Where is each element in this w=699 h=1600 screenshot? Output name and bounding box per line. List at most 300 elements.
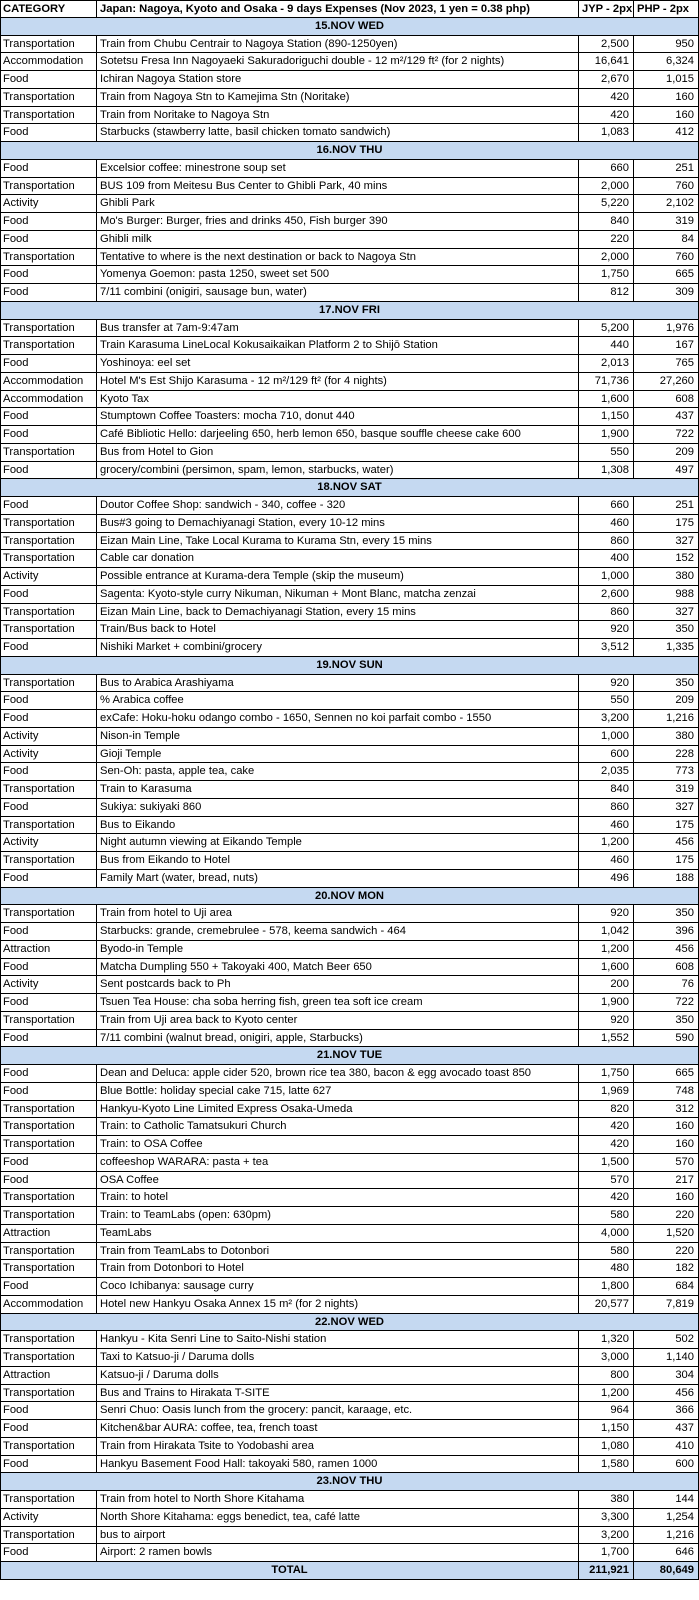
expense-php[interactable]: 2,102 bbox=[666, 197, 694, 210]
expense-category[interactable]: Transportation bbox=[1, 178, 97, 195]
expense-category[interactable]: Food bbox=[1, 1030, 97, 1047]
expense-category[interactable]: Accommodation bbox=[1, 373, 97, 390]
expense-category[interactable]: Transportation bbox=[1, 1331, 97, 1348]
expense-description[interactable]: bus to airport bbox=[97, 1527, 579, 1544]
expense-description[interactable]: Blue Bottle: holiday special cake 715, latte 627 bbox=[97, 1083, 579, 1100]
expense-php[interactable]: 1,520 bbox=[666, 1226, 694, 1239]
expense-jpy[interactable]: 4,000 bbox=[579, 1225, 634, 1242]
expense-jpy[interactable]: 840 bbox=[579, 213, 634, 230]
expense-category[interactable]: Transportation bbox=[1, 1012, 97, 1029]
expense-php[interactable]: 760 bbox=[675, 179, 694, 192]
expense-jpy[interactable]: 420 bbox=[579, 1189, 634, 1206]
expense-jpy[interactable]: 2,000 bbox=[579, 249, 634, 266]
expense-category[interactable]: Food bbox=[1, 213, 97, 230]
expense-category[interactable]: Transportation bbox=[1, 675, 97, 692]
expense-php[interactable]: 7,819 bbox=[666, 1297, 694, 1310]
expense-description[interactable]: Bus from Hotel to Gion bbox=[97, 444, 579, 461]
expense-description[interactable]: Yoshinoya: eel set bbox=[97, 355, 579, 372]
expense-php[interactable]: 228 bbox=[675, 747, 694, 760]
expense-category[interactable]: Food bbox=[1, 1065, 97, 1082]
expense-php[interactable]: 327 bbox=[675, 800, 694, 813]
expense-jpy[interactable]: 440 bbox=[579, 337, 634, 354]
expense-description[interactable]: Nison-in Temple bbox=[97, 728, 579, 745]
expense-php[interactable]: 570 bbox=[675, 1155, 694, 1168]
expense-jpy[interactable]: 2,013 bbox=[579, 355, 634, 372]
expense-description[interactable]: Night autumn viewing at Eikando Temple bbox=[97, 834, 579, 851]
expense-description[interactable]: Eizan Main Line, back to Demachiyanagi Station, every 15 mins bbox=[97, 604, 579, 621]
expense-description[interactable]: 7/11 combini (walnut bread, onigiri, apple, Starbucks) bbox=[97, 1030, 579, 1047]
expense-jpy[interactable]: 3,000 bbox=[579, 1349, 634, 1366]
expense-jpy[interactable]: 800 bbox=[579, 1367, 634, 1384]
expense-category[interactable]: Activity bbox=[1, 1509, 97, 1526]
expense-php[interactable]: 722 bbox=[675, 428, 694, 440]
expense-category[interactable]: Transportation bbox=[1, 1385, 97, 1402]
expense-category[interactable]: Transportation bbox=[1, 249, 97, 266]
expense-description[interactable]: Hankyu-Kyoto Line Limited Express Osaka-Umeda bbox=[97, 1101, 579, 1118]
expense-jpy[interactable]: 1,080 bbox=[579, 1438, 634, 1455]
expense-description[interactable]: Dean and Deluca: apple cider 520, brown rice tea 380, bacon & egg avocado toast 850 bbox=[97, 1065, 579, 1082]
expense-description[interactable]: Ghibli milk bbox=[97, 231, 579, 248]
expense-jpy[interactable]: 1,042 bbox=[579, 923, 634, 940]
expense-php[interactable]: 748 bbox=[675, 1084, 694, 1097]
expense-php[interactable]: 152 bbox=[675, 552, 694, 565]
expense-category[interactable]: Transportation bbox=[1, 817, 97, 834]
expense-category[interactable]: Food bbox=[1, 710, 97, 727]
expense-php[interactable]: 396 bbox=[675, 925, 694, 937]
expense-category[interactable]: Food bbox=[1, 1544, 97, 1561]
expense-category[interactable]: Transportation bbox=[1, 533, 97, 550]
header-category[interactable]: CATEGORY bbox=[1, 1, 97, 17]
expense-php[interactable]: 456 bbox=[675, 1386, 694, 1399]
expense-description[interactable]: Taxi to Katsuo-ji / Daruma dolls bbox=[97, 1349, 579, 1366]
expense-php[interactable]: 27,260 bbox=[659, 374, 694, 387]
expense-php[interactable]: 760 bbox=[675, 250, 694, 263]
day-label[interactable]: 18.NOV SAT bbox=[317, 481, 382, 494]
expense-jpy[interactable]: 660 bbox=[579, 160, 634, 177]
expense-category[interactable]: Food bbox=[1, 639, 97, 656]
expense-jpy[interactable]: 3,300 bbox=[579, 1509, 634, 1526]
expense-category[interactable]: Transportation bbox=[1, 852, 97, 869]
expense-jpy[interactable]: 220 bbox=[579, 231, 634, 248]
expense-jpy[interactable]: 1,552 bbox=[579, 1030, 634, 1047]
expense-category[interactable]: Attraction bbox=[1, 941, 97, 958]
expense-category[interactable]: Transportation bbox=[1, 1491, 97, 1508]
day-label[interactable]: 21.NOV TUE bbox=[316, 1049, 383, 1062]
day-label[interactable]: 19.NOV SUN bbox=[316, 658, 383, 671]
expense-php[interactable]: 773 bbox=[675, 765, 694, 778]
expense-php[interactable]: 412 bbox=[675, 126, 694, 139]
expense-category[interactable]: Transportation bbox=[1, 1207, 97, 1224]
expense-description[interactable]: Yomenya Goemon: pasta 1250, sweet set 500 bbox=[97, 266, 579, 283]
expense-category[interactable]: Transportation bbox=[1, 1136, 97, 1153]
expense-category[interactable]: Transportation bbox=[1, 905, 97, 922]
expense-description[interactable]: Cable car donation bbox=[97, 550, 579, 567]
expense-description[interactable]: Bus to Eikando bbox=[97, 817, 579, 834]
expense-php[interactable]: 350 bbox=[675, 676, 694, 689]
expense-php[interactable]: 988 bbox=[675, 587, 694, 600]
expense-jpy[interactable]: 860 bbox=[579, 604, 634, 621]
expense-jpy[interactable]: 550 bbox=[579, 444, 634, 461]
expense-category[interactable]: Transportation bbox=[1, 550, 97, 567]
expense-php[interactable]: 1,216 bbox=[666, 1528, 694, 1541]
expense-category[interactable]: Transportation bbox=[1, 320, 97, 337]
expense-description[interactable]: Gioji Temple bbox=[97, 746, 579, 763]
expense-category[interactable]: Transportation bbox=[1, 1527, 97, 1544]
expense-jpy[interactable]: 1,700 bbox=[579, 1544, 634, 1561]
expense-jpy[interactable]: 1,900 bbox=[579, 994, 634, 1011]
expense-category[interactable]: Food bbox=[1, 1083, 97, 1100]
expense-category[interactable]: Activity bbox=[1, 834, 97, 851]
expense-php[interactable]: 327 bbox=[675, 534, 694, 547]
expense-jpy[interactable]: 580 bbox=[579, 1243, 634, 1260]
expense-description[interactable]: Hankyu Basement Food Hall: takoyaki 580, ramen 1000 bbox=[97, 1456, 579, 1473]
expense-php[interactable]: 84 bbox=[681, 232, 694, 245]
expense-category[interactable]: Food bbox=[1, 923, 97, 940]
expense-php[interactable]: 251 bbox=[675, 161, 694, 174]
expense-jpy[interactable]: 1,600 bbox=[579, 959, 634, 976]
expense-php[interactable]: 1,335 bbox=[666, 641, 694, 653]
expense-category[interactable]: Activity bbox=[1, 195, 97, 212]
expense-description[interactable]: Bus to Arabica Arashiyama bbox=[97, 675, 579, 692]
expense-category[interactable]: Food bbox=[1, 1402, 97, 1419]
expense-jpy[interactable]: 1,200 bbox=[579, 941, 634, 958]
expense-category[interactable]: Transportation bbox=[1, 337, 97, 354]
expense-php[interactable]: 304 bbox=[675, 1368, 694, 1381]
expense-description[interactable]: Tsuen Tea House: cha soba herring fish, green tea soft ice cream bbox=[97, 994, 579, 1011]
expense-jpy[interactable]: 1,000 bbox=[579, 728, 634, 745]
total-jpy[interactable]: 211,921 bbox=[579, 1562, 634, 1579]
expense-description[interactable]: Hankyu - Kita Senri Line to Saito-Nishi station bbox=[97, 1331, 579, 1348]
expense-description[interactable]: Train from Hirakata Tsite to Yodobashi area bbox=[97, 1438, 579, 1455]
expense-jpy[interactable]: 200 bbox=[579, 976, 634, 993]
expense-jpy[interactable]: 1,320 bbox=[579, 1331, 634, 1348]
expense-category[interactable]: Transportation bbox=[1, 1243, 97, 1260]
expense-category[interactable]: Food bbox=[1, 763, 97, 780]
expense-description[interactable]: Train: to hotel bbox=[97, 1189, 579, 1206]
expense-description[interactable]: Starbucks (stawberry latte, basil chicken tomato sandwich) bbox=[97, 124, 579, 141]
expense-category[interactable]: Accommodation bbox=[1, 53, 97, 70]
expense-jpy[interactable]: 420 bbox=[579, 107, 634, 124]
expense-jpy[interactable]: 1,000 bbox=[579, 568, 634, 585]
expense-jpy[interactable]: 2,035 bbox=[579, 763, 634, 780]
expense-jpy[interactable]: 460 bbox=[579, 515, 634, 532]
expense-jpy[interactable]: 920 bbox=[579, 621, 634, 638]
expense-php[interactable]: 188 bbox=[675, 871, 694, 884]
expense-php[interactable]: 380 bbox=[675, 570, 694, 582]
expense-category[interactable]: Food bbox=[1, 959, 97, 976]
expense-category[interactable]: Transportation bbox=[1, 107, 97, 124]
expense-jpy[interactable]: 964 bbox=[579, 1402, 634, 1419]
expense-description[interactable]: Café Bibliotic Hello: darjeeling 650, herb lemon 650, basque souffle cheese cake 600 bbox=[97, 426, 579, 443]
expense-category[interactable]: Transportation bbox=[1, 1349, 97, 1366]
expense-jpy[interactable]: 1,150 bbox=[579, 1420, 634, 1437]
expense-php[interactable]: 608 bbox=[675, 960, 694, 973]
expense-description[interactable]: Hotel new Hankyu Osaka Annex 15 m² (for 2 nights) bbox=[97, 1296, 579, 1313]
expense-category[interactable]: Activity bbox=[1, 728, 97, 745]
total-label[interactable]: TOTAL bbox=[1, 1562, 579, 1579]
expense-jpy[interactable]: 580 bbox=[579, 1207, 634, 1224]
expense-description[interactable]: Airport: 2 ramen bowls bbox=[97, 1544, 579, 1561]
expense-category[interactable]: Food bbox=[1, 124, 97, 141]
expense-php[interactable]: 160 bbox=[675, 90, 694, 103]
expense-jpy[interactable]: 840 bbox=[579, 781, 634, 798]
expense-category[interactable]: Food bbox=[1, 160, 97, 177]
expense-php[interactable]: 160 bbox=[675, 108, 694, 121]
expense-category[interactable]: Activity bbox=[1, 746, 97, 763]
expense-php[interactable]: 220 bbox=[675, 1244, 694, 1257]
expense-jpy[interactable]: 400 bbox=[579, 550, 634, 567]
expense-php[interactable]: 665 bbox=[675, 268, 694, 281]
expense-category[interactable]: Transportation bbox=[1, 1118, 97, 1135]
expense-description[interactable]: Kyoto Tax bbox=[97, 391, 579, 408]
expense-description[interactable]: Byodo-in Temple bbox=[97, 941, 579, 958]
expense-category[interactable]: Food bbox=[1, 355, 97, 372]
day-label[interactable]: 15.NOV WED bbox=[314, 19, 384, 32]
expense-description[interactable]: Katsuo-ji / Daruma dolls bbox=[97, 1367, 579, 1384]
expense-description[interactable]: Train from Noritake to Nagoya Stn bbox=[97, 107, 579, 124]
expense-jpy[interactable]: 1,308 bbox=[579, 462, 634, 479]
expense-jpy[interactable]: 550 bbox=[579, 692, 634, 709]
expense-php[interactable]: 209 bbox=[675, 694, 694, 707]
expense-jpy[interactable]: 1,200 bbox=[579, 834, 634, 851]
expense-description[interactable]: BUS 109 from Meitesu Bus Center to Ghibli Park, 40 mins bbox=[97, 178, 579, 195]
expense-description[interactable]: Senri Chuo: Oasis lunch from the grocery: pancit, karaage, etc. bbox=[97, 1402, 579, 1419]
expense-description[interactable]: Train: to OSA Coffee bbox=[97, 1136, 579, 1153]
expense-category[interactable]: Transportation bbox=[1, 1438, 97, 1455]
expense-jpy[interactable]: 812 bbox=[579, 284, 634, 301]
expense-php[interactable]: 456 bbox=[675, 942, 694, 955]
expense-php[interactable]: 350 bbox=[675, 623, 694, 636]
expense-jpy[interactable]: 20,577 bbox=[579, 1296, 634, 1313]
expense-jpy[interactable]: 420 bbox=[579, 89, 634, 106]
expense-category[interactable]: Food bbox=[1, 1278, 97, 1295]
expense-category[interactable]: Transportation bbox=[1, 604, 97, 621]
expense-jpy[interactable]: 1,580 bbox=[579, 1456, 634, 1473]
expense-jpy[interactable]: 860 bbox=[579, 533, 634, 550]
expense-description[interactable]: coffeeshop WARARA: pasta + tea bbox=[97, 1154, 579, 1171]
expense-php[interactable]: 144 bbox=[675, 1493, 694, 1505]
expense-jpy[interactable]: 2,000 bbox=[579, 178, 634, 195]
expense-php[interactable]: 160 bbox=[675, 1191, 694, 1204]
expense-description[interactable]: Train from Dotonbori to Hotel bbox=[97, 1260, 579, 1277]
expense-php[interactable]: 312 bbox=[675, 1102, 694, 1115]
expense-description[interactable]: Mo's Burger: Burger, fries and drinks 450, Fish burger 390 bbox=[97, 213, 579, 230]
expense-php[interactable]: 1,140 bbox=[666, 1351, 694, 1363]
expense-jpy[interactable]: 1,750 bbox=[579, 1065, 634, 1082]
header-php[interactable]: PHP - 2px bbox=[637, 3, 690, 15]
expense-description[interactable]: Ichiran Nagoya Station store bbox=[97, 71, 579, 88]
expense-category[interactable]: Food bbox=[1, 71, 97, 88]
expense-jpy[interactable]: 3,200 bbox=[579, 1527, 634, 1544]
expense-category[interactable]: Transportation bbox=[1, 89, 97, 106]
expense-jpy[interactable]: 5,200 bbox=[579, 320, 634, 337]
expense-description[interactable]: Bus transfer at 7am-9:47am bbox=[97, 320, 579, 337]
expense-category[interactable]: Transportation bbox=[1, 36, 97, 53]
expense-description[interactable]: OSA Coffee bbox=[97, 1172, 579, 1189]
expense-jpy[interactable]: 3,512 bbox=[579, 639, 634, 656]
expense-description[interactable]: Family Mart (water, bread, nuts) bbox=[97, 870, 579, 887]
expense-jpy[interactable]: 3,200 bbox=[579, 710, 634, 727]
expense-php[interactable]: 437 bbox=[675, 1422, 694, 1434]
expense-description[interactable]: Train: to Catholic Tamatsukuri Church bbox=[97, 1118, 579, 1135]
expense-category[interactable]: Activity bbox=[1, 568, 97, 585]
expense-description[interactable]: Eizan Main Line, Take Local Kurama to Kurama Stn, every 15 mins bbox=[97, 533, 579, 550]
expense-php[interactable]: 410 bbox=[675, 1439, 694, 1452]
expense-jpy[interactable]: 1,500 bbox=[579, 1154, 634, 1171]
expense-jpy[interactable]: 460 bbox=[579, 817, 634, 834]
expense-description[interactable]: TeamLabs bbox=[97, 1225, 579, 1242]
expense-category[interactable]: Accommodation bbox=[1, 391, 97, 408]
expense-description[interactable]: Hotel M's Est Shijo Karasuma - 12 m²/129 ft² (for 4 nights) bbox=[97, 373, 579, 390]
expense-description[interactable]: Doutor Coffee Shop: sandwich - 340, coffee - 320 bbox=[97, 497, 579, 514]
expense-description[interactable]: Excelsior coffee: minestrone soup set bbox=[97, 160, 579, 177]
expense-category[interactable]: Food bbox=[1, 231, 97, 248]
expense-jpy[interactable]: 600 bbox=[579, 746, 634, 763]
expense-php[interactable]: 1,254 bbox=[666, 1510, 694, 1523]
expense-php[interactable]: 590 bbox=[675, 1031, 694, 1044]
expense-php[interactable]: 327 bbox=[675, 605, 694, 618]
expense-jpy[interactable]: 1,800 bbox=[579, 1278, 634, 1295]
expense-category[interactable]: Transportation bbox=[1, 1101, 97, 1118]
day-label[interactable]: 22.NOV WED bbox=[314, 1315, 384, 1328]
expense-jpy[interactable]: 380 bbox=[579, 1491, 634, 1508]
expense-php[interactable]: 684 bbox=[675, 1280, 694, 1292]
expense-description[interactable]: North Shore Kitahama: eggs benedict, tea, café latte bbox=[97, 1509, 579, 1526]
expense-php[interactable]: 950 bbox=[675, 37, 694, 50]
expense-description[interactable]: Train: to TeamLabs (open: 630pm) bbox=[97, 1207, 579, 1224]
expense-description[interactable]: Sukiya: sukiyaki 860 bbox=[97, 799, 579, 816]
expense-category[interactable]: Transportation bbox=[1, 1260, 97, 1277]
day-label[interactable]: 16.NOV THU bbox=[316, 144, 383, 156]
expense-jpy[interactable]: 496 bbox=[579, 870, 634, 887]
total-php[interactable]: 80,649 bbox=[659, 1564, 694, 1576]
expense-php[interactable]: 608 bbox=[675, 392, 694, 405]
expense-php[interactable]: 1,216 bbox=[666, 712, 694, 724]
expense-php[interactable]: 319 bbox=[675, 215, 694, 227]
expense-category[interactable]: Food bbox=[1, 870, 97, 887]
expense-description[interactable]: Sen-Oh: pasta, apple tea, cake bbox=[97, 763, 579, 780]
expense-php[interactable]: 497 bbox=[675, 463, 694, 476]
expense-php[interactable]: 600 bbox=[675, 1457, 694, 1470]
expense-php[interactable]: 765 bbox=[675, 357, 694, 369]
expense-jpy[interactable]: 420 bbox=[579, 1118, 634, 1135]
expense-category[interactable]: Food bbox=[1, 1172, 97, 1189]
expense-description[interactable]: Bus from Eikando to Hotel bbox=[97, 852, 579, 869]
expense-description[interactable]: 7/11 combini (onigiri, sausage bun, water) bbox=[97, 284, 579, 301]
expense-category[interactable]: Food bbox=[1, 426, 97, 443]
expense-description[interactable]: Train from Nagoya Stn to Kamejima Stn (Noritake) bbox=[97, 89, 579, 106]
expense-php[interactable]: 1,976 bbox=[666, 321, 694, 334]
expense-php[interactable]: 209 bbox=[675, 445, 694, 458]
expense-category[interactable]: Activity bbox=[1, 976, 97, 993]
expense-description[interactable]: % Arabica coffee bbox=[97, 692, 579, 709]
day-label[interactable]: 23.NOV THU bbox=[316, 1475, 383, 1488]
expense-jpy[interactable]: 920 bbox=[579, 1012, 634, 1029]
expense-php[interactable]: 722 bbox=[675, 996, 694, 1008]
expense-php[interactable]: 160 bbox=[675, 1138, 694, 1150]
expense-jpy[interactable]: 1,600 bbox=[579, 391, 634, 408]
expense-jpy[interactable]: 1,083 bbox=[579, 124, 634, 141]
expense-category[interactable]: Attraction bbox=[1, 1225, 97, 1242]
expense-description[interactable]: Matcha Dumpling 550 + Takoyaki 400, Match Beer 650 bbox=[97, 959, 579, 976]
header-jpy[interactable]: JYP - 2px bbox=[579, 1, 634, 17]
expense-jpy[interactable]: 920 bbox=[579, 675, 634, 692]
expense-category[interactable]: Food bbox=[1, 266, 97, 283]
expense-php[interactable]: 220 bbox=[675, 1209, 694, 1221]
expense-category[interactable]: Food bbox=[1, 1456, 97, 1473]
expense-jpy[interactable]: 1,200 bbox=[579, 1385, 634, 1402]
expense-jpy[interactable]: 2,670 bbox=[579, 71, 634, 88]
expense-description[interactable]: Nishiki Market + combini/grocery bbox=[97, 639, 579, 656]
expense-description[interactable]: Tentative to where is the next destination or back to Nagoya Stn bbox=[97, 249, 579, 266]
expense-description[interactable]: Train from TeamLabs to Dotonbori bbox=[97, 1243, 579, 1260]
expense-jpy[interactable]: 5,220 bbox=[579, 195, 634, 212]
expense-php[interactable]: 217 bbox=[675, 1173, 694, 1186]
expense-php[interactable]: 319 bbox=[675, 783, 694, 795]
header-title[interactable]: Japan: Nagoya, Kyoto and Osaka - 9 days Expenses (Nov 2023, 1 yen = 0.38 php) bbox=[97, 1, 579, 17]
expense-php[interactable]: 309 bbox=[675, 286, 694, 298]
expense-php[interactable]: 665 bbox=[675, 1067, 694, 1079]
expense-description[interactable]: Sagenta: Kyoto-style curry Nikuman, Nikuman + Mont Blanc, matcha zenzai bbox=[97, 586, 579, 603]
expense-jpy[interactable]: 1,969 bbox=[579, 1083, 634, 1100]
expense-php[interactable]: 76 bbox=[681, 978, 694, 991]
expense-php[interactable]: 251 bbox=[675, 499, 694, 511]
expense-description[interactable]: Train from hotel to North Shore Kitahama bbox=[97, 1491, 579, 1508]
expense-category[interactable]: Food bbox=[1, 497, 97, 514]
expense-php[interactable]: 6,324 bbox=[666, 55, 694, 68]
expense-jpy[interactable]: 660 bbox=[579, 497, 634, 514]
expense-description[interactable]: Train from hotel to Uji area bbox=[97, 905, 579, 922]
expense-description[interactable]: Kitchen&bar AURA: coffee, tea, french toast bbox=[97, 1420, 579, 1437]
expense-jpy[interactable]: 1,150 bbox=[579, 408, 634, 425]
expense-php[interactable]: 160 bbox=[675, 1120, 694, 1133]
expense-description[interactable]: exCafe: Hoku-hoku odango combo - 1650, Sennen no koi parfait combo - 1550 bbox=[97, 710, 579, 727]
expense-category[interactable]: Transportation bbox=[1, 621, 97, 638]
expense-php[interactable]: 175 bbox=[675, 818, 694, 831]
expense-description[interactable]: Train Karasuma LineLocal Kokusaikaikan Platform 2 to Shijō Station bbox=[97, 337, 579, 354]
expense-category[interactable]: Food bbox=[1, 284, 97, 301]
expense-category[interactable]: Food bbox=[1, 1420, 97, 1437]
day-label[interactable]: 17.NOV FRI bbox=[319, 303, 380, 316]
expense-category[interactable]: Food bbox=[1, 799, 97, 816]
expense-category[interactable]: Food bbox=[1, 1154, 97, 1171]
expense-php[interactable]: 646 bbox=[675, 1546, 694, 1559]
expense-description[interactable]: Coco Ichibanya: sausage curry bbox=[97, 1278, 579, 1295]
expense-category[interactable]: Accommodation bbox=[1, 1296, 97, 1313]
expense-php[interactable]: 175 bbox=[675, 854, 694, 866]
expense-description[interactable]: Possible entrance at Kurama-dera Temple (skip the museum) bbox=[97, 568, 579, 585]
expense-php[interactable]: 366 bbox=[675, 1404, 694, 1417]
expense-jpy[interactable]: 2,600 bbox=[579, 586, 634, 603]
expense-php[interactable]: 350 bbox=[675, 907, 694, 920]
expense-category[interactable]: Food bbox=[1, 692, 97, 709]
expense-php[interactable]: 502 bbox=[675, 1333, 694, 1346]
expense-description[interactable]: Train from Chubu Centrair to Nagoya Station (890-1250yen) bbox=[97, 36, 579, 53]
expense-category[interactable]: Food bbox=[1, 586, 97, 603]
expense-description[interactable]: grocery/combini (persimon, spam, lemon, starbucks, water) bbox=[97, 462, 579, 479]
expense-description[interactable]: Bus and Trains to Hirakata T-SITE bbox=[97, 1385, 579, 1402]
expense-jpy[interactable]: 1,900 bbox=[579, 426, 634, 443]
expense-php[interactable]: 350 bbox=[675, 1013, 694, 1026]
expense-jpy[interactable]: 570 bbox=[579, 1172, 634, 1189]
expense-php[interactable]: 1,015 bbox=[666, 73, 694, 85]
expense-php[interactable]: 437 bbox=[675, 410, 694, 423]
expense-jpy[interactable]: 860 bbox=[579, 799, 634, 816]
expense-jpy[interactable]: 1,750 bbox=[579, 266, 634, 283]
expense-description[interactable]: Stumptown Coffee Toasters: mocha 710, donut 440 bbox=[97, 408, 579, 425]
expense-category[interactable]: Transportation bbox=[1, 1189, 97, 1206]
expense-php[interactable]: 456 bbox=[675, 836, 694, 849]
